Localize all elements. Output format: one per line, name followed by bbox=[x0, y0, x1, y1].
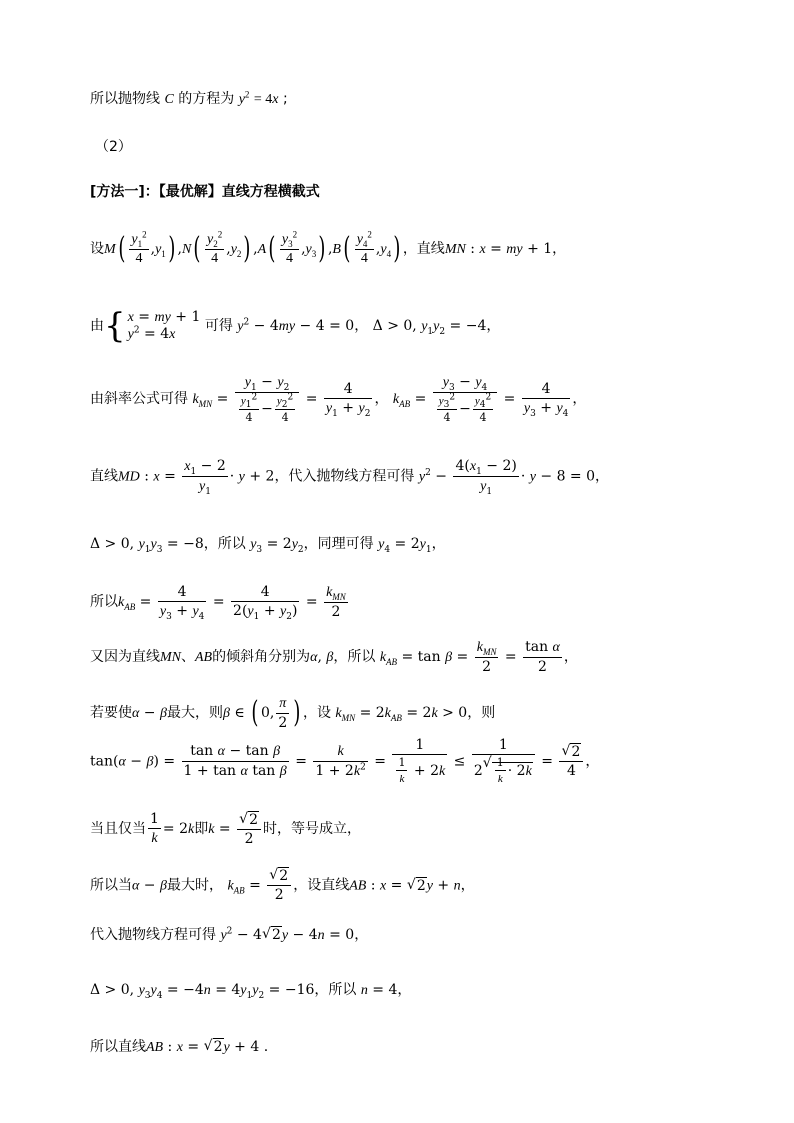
line-15: 代入抛物线方程可得 $y^2 - 4√$ 2y − 4n = 0， bbox=[90, 928, 368, 943]
line-8: Δ > 0, $y_1y_3 = -8$，所以 $y_3 = 2y_2$，同理可得 $y_4 = 2y_1$， bbox=[90, 536, 446, 555]
line-14: 所以当α − β最大时， $k_{AB}$ = √ $\frac{2}{2}$ ，设直线AB : x = √ 2y + n， bbox=[90, 869, 475, 902]
line-1: 所以抛物线 C 的方程为 $y^2 = 4x$ ; bbox=[90, 89, 288, 107]
line-11: 若要使α − β最大，则β ∈ ( 0, $\frac{\pi}{2}$ ) ，设 $k_{MN} = 2k_{AB} = 2k > 0$，则 bbox=[90, 695, 496, 731]
line-16: Δ > 0, $y_3y_4 = -4n = 4y_1y_2 = -16$，所以 n = 4， bbox=[90, 982, 412, 1001]
line-5: 由{ x = my + 1 $y^2 = 4x$ 可得 $y^2 - 4my - 4 = 0$， Δ > 0, $y_1y_2 = -4$， bbox=[90, 306, 501, 346]
line-9: 所以$k_{AB}$ = $\frac{4}{y_3 + y_4}$ = $\frac{4}{2(y_1 + y_2)}$ = $\frac{k_{MN}}{2}$ bbox=[90, 584, 346, 622]
line-2-part-label: （2） bbox=[95, 139, 132, 155]
line-6: 由斜率公式可得 $k_{MN}$ = $y_1 - y_2$ $\frac{y_1^2}{4}$ − $\frac{y_2^2}{4}$ = $\frac{4}{y_1 + y_2}$ ， $k_{AB}$ = $y_3 - y_4$ $\frac{y_3^2}{4}$ − $\frac{y_4^2}{4}$ = $\frac{4}{y_3 + y_4}$ ， bbox=[90, 374, 587, 424]
line-10: 又因为直线MN、AB的倾斜角分别为α, β，所以 $k_{AB} = \tan \beta$ = $\frac{k_{MN}}{2}$ = $\frac{\text{tan α}}{2}$ ， bbox=[90, 639, 578, 675]
line-17: 所以直线AB : x = √ 2y + 4 . bbox=[90, 1040, 268, 1055]
line-12: tan(α − β) = $\frac{\text{tan α − tan β}}{\text{1 + tan α tan β}}$ = $\frac{k}{1 + 2k^2}$ = 1 $\frac{1}{k}$ + 2k ≤ 1 2 √ $\frac{1}{k}$ · 2k = √ $\frac{2}{4}$ ， bbox=[90, 738, 599, 785]
line-7: 直线MD : x = $\frac{x_1 - 2}{y_1}$ · y + 2，代入抛物线方程可得 $y^2$ − $\frac{4(x_1 - 2)}{y_1}$ · y − 8 = 0， bbox=[90, 458, 610, 497]
line-4: 设M( $\frac{y_1^2}{4}$ $,y_1$) ,N( $\frac{y_2^2}{4}$ $,y_2$) ,A( $\frac{y_3^2}{4}$ $,y_3$) ,B( $\frac{y_4^2}{4}$ $,y_4$) ，直线MN : x = my + 1， bbox=[90, 229, 567, 266]
line-3-method-heading: [方法一]：【最优解】直线方程横截式 bbox=[90, 184, 320, 200]
line-13: 当且仅当 $\frac{1}{k}$ = 2k即k = √ $\frac{2}{2}$ 时，等号成立， bbox=[90, 812, 361, 846]
